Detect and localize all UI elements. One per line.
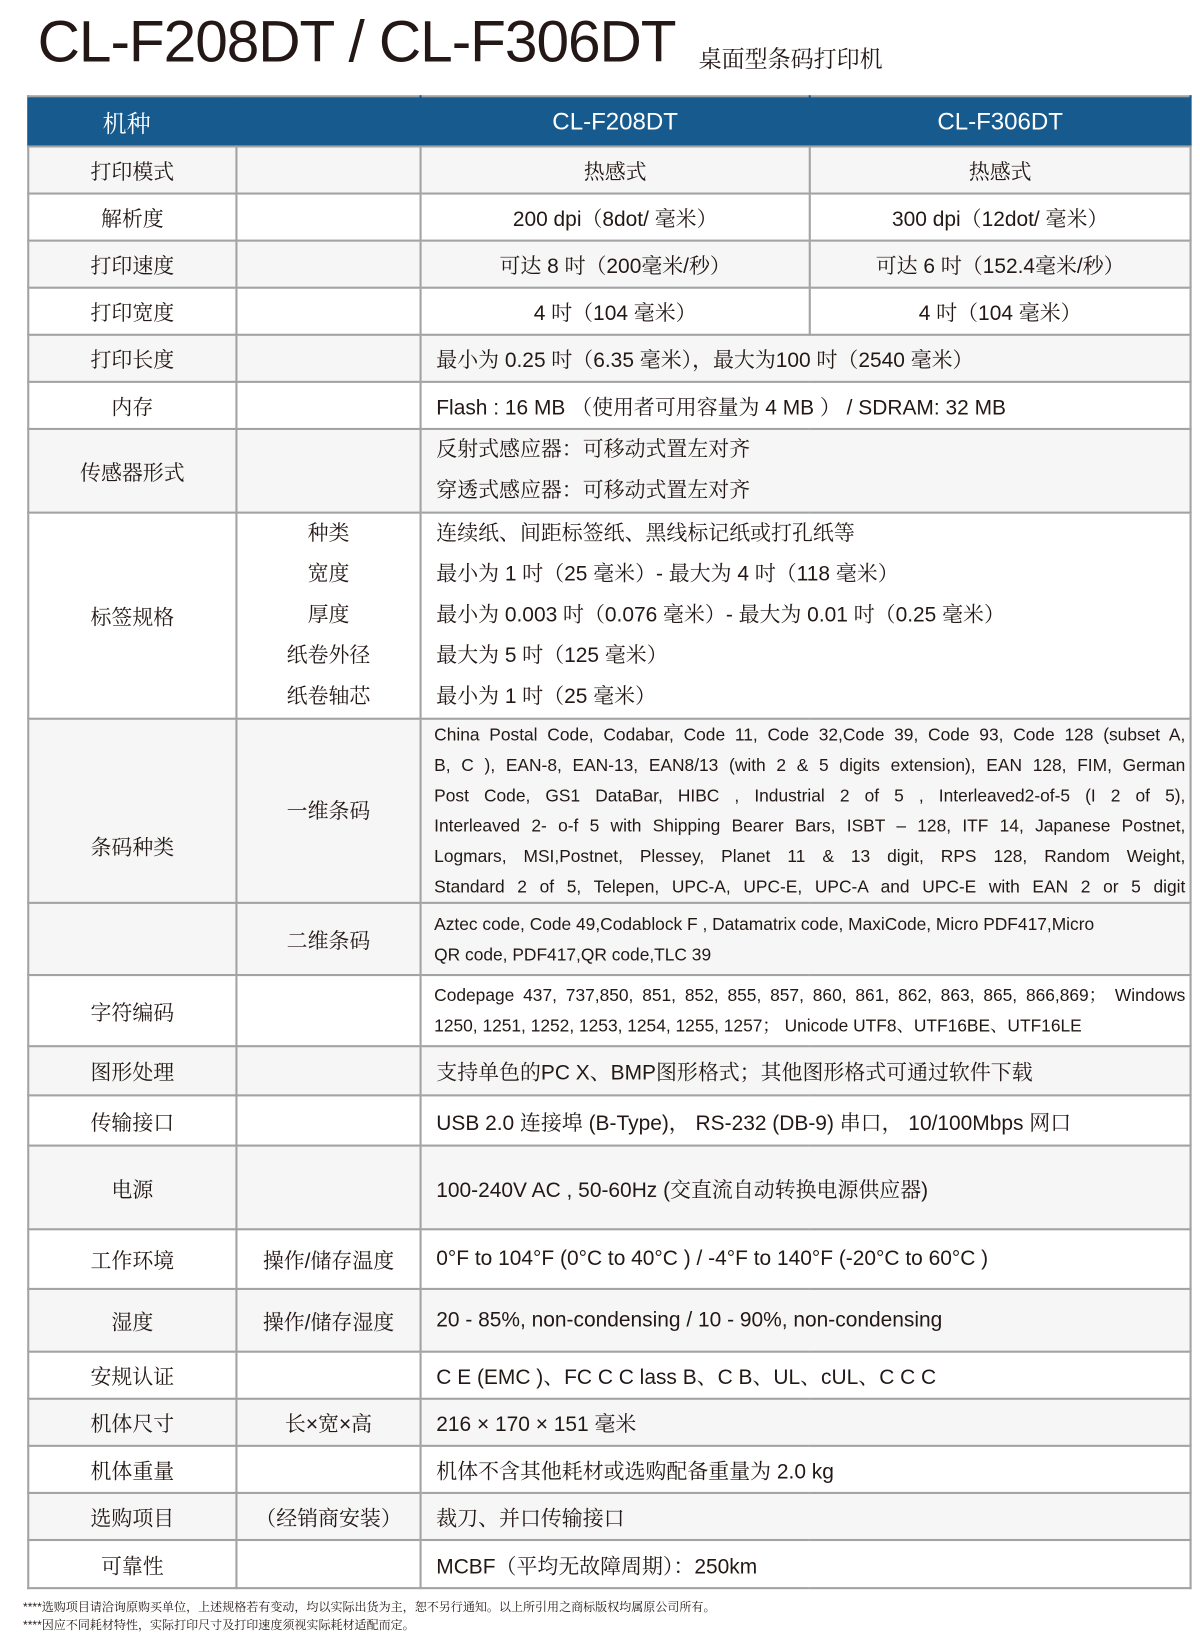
row-label: 打印长度 bbox=[28, 335, 236, 382]
sub-value: 最大为 5 吋（125 毫米） bbox=[436, 644, 668, 668]
sub-label: 操作/储存湿度 bbox=[236, 1289, 420, 1352]
text-line: B, C ), EAN-8, EAN-13, EAN8/13 (with 2 & 5 digits extension), EAN 128, FIM, German bbox=[434, 755, 1186, 776]
table-header bbox=[28, 96, 1190, 146]
sub-label: 一维条码 bbox=[236, 719, 420, 903]
value-f306: 300 dpi（12dot/ 毫米） bbox=[810, 194, 1191, 241]
row-value: 0°F to 104°F (0°C to 40°C ) / -4°F to 140°F (-20°C to 60°C ) bbox=[421, 1229, 1191, 1289]
value-f306: 热感式 bbox=[810, 146, 1191, 193]
footnote: ****选购项目请洽询原购买单位，上述规格若有变动，均以实际出货为主，恕不另行通知。以上所引用之商标版权均属原公司所有。 bbox=[23, 1601, 716, 1615]
row-label: 可靠性 bbox=[28, 1540, 236, 1588]
text-line: Interleaved 2- o-f 5 with Shipping Bearer Bars, ISBT – 128, ITF 14, Japanese Postnet, bbox=[434, 816, 1186, 836]
table-row bbox=[28, 513, 1190, 719]
row-label: 机体重量 bbox=[28, 1446, 236, 1493]
row-value: 最小为 0.25 吋（6.35 毫米），最大为100 吋（2540 毫米） bbox=[421, 335, 1191, 382]
header-model: 机种 bbox=[28, 96, 420, 146]
spec-table bbox=[27, 95, 1191, 1589]
sub-labels bbox=[236, 513, 420, 719]
row-label: 解析度 bbox=[28, 194, 236, 241]
table-row bbox=[28, 194, 1190, 241]
sub-value: 最小为 1 吋（25 毫米） bbox=[436, 685, 657, 709]
table-row bbox=[28, 1540, 1190, 1588]
text-line: 1250, 1251, 1252, 1253, 1254, 1255, 1257； Unicode UTF8、UTF16BE、UTF16LE bbox=[434, 1015, 1082, 1036]
row-value: MCBF（平均无故障周期）：250km bbox=[421, 1540, 1191, 1588]
row-label: 工作环境 bbox=[28, 1229, 236, 1289]
table-row bbox=[28, 1399, 1190, 1446]
row-value: 216 × 170 × 151 毫米 bbox=[421, 1399, 1191, 1446]
table-row bbox=[28, 1446, 1190, 1493]
row-label: 机体尺寸 bbox=[28, 1399, 236, 1446]
page-title bbox=[38, 8, 1200, 95]
row-value: 100-240V AC , 50-60Hz (交直流自动转换电源供应器) bbox=[421, 1146, 1191, 1230]
header-f306: CL-F306DT bbox=[810, 96, 1191, 146]
table-row bbox=[28, 1289, 1190, 1352]
sub-value: 最小为 1 吋（25 毫米）- 最大为 4 吋（118 毫米） bbox=[436, 562, 899, 586]
row-value: 机体不含其他耗材或选购配备重量为 2.0 kg bbox=[421, 1446, 1191, 1493]
value-f208: 200 dpi（8dot/ 毫米） bbox=[421, 194, 810, 241]
table-row bbox=[28, 719, 1190, 903]
row-label: 湿度 bbox=[28, 1289, 236, 1352]
sub-label: 厚度 bbox=[307, 603, 350, 627]
table-row bbox=[28, 288, 1190, 335]
table-row bbox=[28, 429, 1190, 513]
sub-label: （经销商安装） bbox=[236, 1493, 420, 1540]
row-label: 打印模式 bbox=[28, 146, 236, 193]
table-row bbox=[28, 1046, 1190, 1095]
table-row bbox=[28, 1352, 1190, 1399]
text-line: Aztec code, Code 49,Codablock F , Datamatrix code, MaxiCode, Micro PDF417,Micro bbox=[434, 913, 1095, 934]
row-value bbox=[421, 429, 1191, 513]
sub-label: 纸卷外径 bbox=[286, 644, 371, 668]
row-label: 标签规格 bbox=[28, 513, 236, 719]
sub-label: 种类 bbox=[307, 522, 350, 546]
footnote: ****因应不同耗材特性，实际打印尺寸及打印速度须视实际耗材适配而定。 bbox=[23, 1619, 415, 1633]
sub-label: 宽度 bbox=[307, 562, 350, 586]
sub-label: 长×宽×高 bbox=[236, 1399, 420, 1446]
text-line: Post Code, GS1 DataBar, HIBC , Industrial 2 of 5 , Interleaved2-of-5 (I 2 of 5), bbox=[434, 785, 1186, 806]
row-label: 电源 bbox=[28, 1146, 236, 1230]
row-label: 打印宽度 bbox=[28, 288, 236, 335]
text-line: Codepage 437, 737,850, 851, 852, 855, 857, 860, 861, 862, 863, 865, 866,869； Windows bbox=[434, 985, 1186, 1006]
row-value: 20 - 85%, non-condensing / 10 - 90%, non-condensing bbox=[421, 1289, 1191, 1352]
row-label: 条码种类 bbox=[28, 719, 236, 903]
text-line: Standard 2 of 5, Telepen, UPC-A, UPC-E, UPC-A and UPC-E with EAN 2 or 5 digit bbox=[434, 876, 1186, 897]
value-f208: 4 吋（104 毫米） bbox=[421, 288, 810, 335]
table-row bbox=[28, 335, 1190, 382]
table-row bbox=[28, 975, 1190, 1046]
header-f208: CL-F208DT bbox=[421, 96, 810, 146]
model-names: CL-F208DT / CL-F306DT bbox=[37, 8, 676, 75]
sub-label: 操作/储存温度 bbox=[236, 1229, 420, 1289]
row-value bbox=[421, 719, 1191, 903]
table-row bbox=[28, 1493, 1190, 1540]
row-value bbox=[421, 975, 1191, 1046]
table-row bbox=[28, 1095, 1190, 1145]
row-label: 传输接口 bbox=[28, 1095, 236, 1145]
row-value bbox=[421, 513, 1191, 719]
sub-value: 连续纸、间距标签纸、黑线标记纸或打孔纸等 bbox=[436, 522, 855, 546]
row-value: 支持单色的PC X、BMP图形格式；其他图形格式可通过软件下载 bbox=[421, 1046, 1191, 1095]
row-label: 安规认证 bbox=[28, 1352, 236, 1399]
row-value bbox=[421, 903, 1191, 975]
row-label: 打印速度 bbox=[28, 241, 236, 288]
table-row bbox=[28, 382, 1190, 429]
row-label: 传感器形式 bbox=[28, 429, 236, 513]
product-type: 桌面型条码打印机 bbox=[698, 46, 883, 73]
row-label: 字符编码 bbox=[28, 975, 236, 1046]
row-value: 裁刀、并口传输接口 bbox=[421, 1493, 1191, 1540]
text-line: China Postal Code, Codabar, Code 11, Code 32,Code 39, Code 93, Code 128 (subset A, bbox=[434, 725, 1186, 745]
sub-label: 二维条码 bbox=[236, 903, 420, 975]
table-row bbox=[28, 146, 1190, 193]
row-value: Flash : 16 MB （使用者可用容量为 4 MB ） / SDRAM: 32 MB bbox=[421, 382, 1191, 429]
table-row bbox=[28, 903, 1190, 975]
row-value: C E (EMC )、FC C C lass B、C B、UL、cUL、C C C bbox=[421, 1352, 1191, 1399]
row-label: 内存 bbox=[28, 382, 236, 429]
sub-label: 纸卷轴芯 bbox=[286, 685, 371, 709]
value-f208: 热感式 bbox=[421, 146, 810, 193]
table-row bbox=[28, 1229, 1190, 1289]
value-f306: 可达 6 吋（152.4毫米/秒） bbox=[810, 241, 1191, 288]
sub-value: 最小为 0.003 吋（0.076 毫米）- 最大为 0.01 吋（0.25 毫米） bbox=[436, 603, 1005, 627]
value-f208: 可达 8 吋（200毫米/秒） bbox=[421, 241, 810, 288]
row-label: 图形处理 bbox=[28, 1046, 236, 1095]
sensor-transmissive: 穿透式感应器：可移动式置左对齐 bbox=[436, 479, 751, 503]
footnotes bbox=[23, 1600, 1200, 1636]
text-line: QR code, PDF417,QR code,TLC 39 bbox=[434, 944, 712, 965]
text-line: Logmars, MSI,Postnet, Plessey, Planet 11 & 13 digit, RPS 128, Random Weight, bbox=[434, 846, 1186, 867]
table-row bbox=[28, 241, 1190, 288]
value-f306: 4 吋（104 毫米） bbox=[810, 288, 1191, 335]
row-label: 选购项目 bbox=[28, 1493, 236, 1540]
row-value: USB 2.0 连接埠 (B-Type)， RS-232 (DB-9) 串口， 10/100Mbps 网口 bbox=[421, 1095, 1191, 1145]
table-row bbox=[28, 1146, 1190, 1230]
sensor-reflective: 反射式感应器：可移动式置左对齐 bbox=[436, 438, 751, 462]
